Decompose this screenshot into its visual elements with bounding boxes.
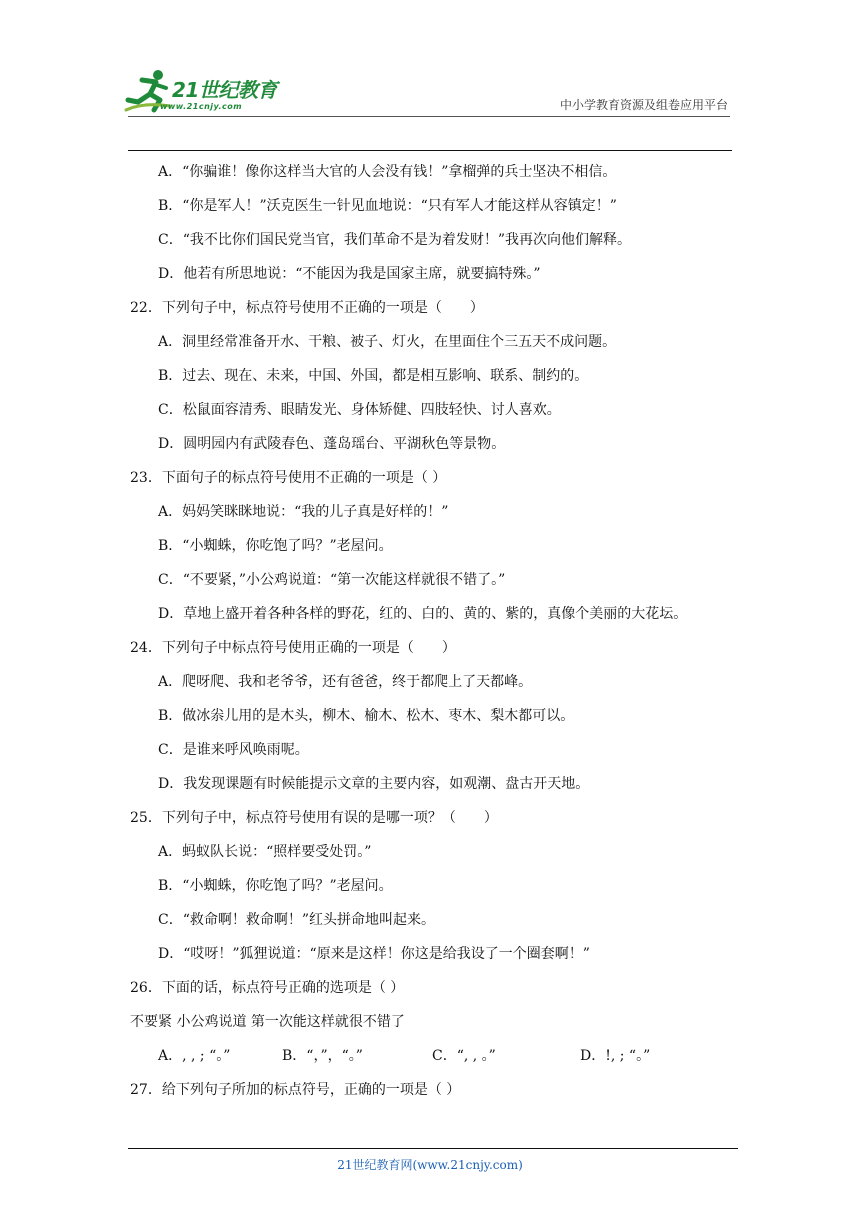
answer-option: B．“你是军人！”沃克医生一针见血地说：“只有军人才能这样从容镇定！” — [158, 198, 617, 214]
answer-option: A．洞里经常准备开水、干粮、被子、灯火，在里面住个三五天不成问题。 — [158, 334, 617, 350]
question-text: 24．下列句子中标点符号使用正确的一项是（ ） — [130, 640, 456, 656]
answer-option: D．草地上盛开着各种各样的野花，红的、白的、黄的、紫的，真像个美丽的大花坛。 — [158, 606, 688, 622]
answer-option: C．是谁来呼风唤雨呢。 — [158, 742, 309, 758]
header-divider — [128, 116, 730, 117]
question-text: 23．下面句子的标点符号使用不正确的一项是（ ） — [130, 470, 447, 486]
answer-option: A．“你骗谁！像你这样当大官的人会没有钱！”拿榴弹的兵士坚决不相信。 — [158, 164, 617, 180]
answer-option: A．妈妈笑眯眯地说：“我的儿子真是好样的！” — [158, 504, 449, 520]
platform-name: 中小学教育资源及组卷应用平台 — [559, 98, 728, 112]
choice-option: B．“，”，“。” — [282, 1048, 363, 1064]
q26-choices — [130, 1046, 740, 1080]
question-text: 25．下列句子中，标点符号使用有误的是哪一项？（ ） — [130, 810, 498, 826]
logo-url: www.21cnjy.com — [160, 102, 243, 111]
question-content — [130, 162, 740, 1114]
footer-link[interactable]: 21世纪教育网(www.21cnjy.com) — [337, 1158, 523, 1172]
choice-option: A．, , ; “。” — [158, 1048, 231, 1064]
choice-option: D．!, ; “。” — [580, 1048, 651, 1064]
answer-option: C．“不要紧，”小公鸡说道：“第一次能这样就很不错了。” — [158, 572, 506, 588]
logo-text: 21世纪教育 — [172, 78, 277, 102]
choice-option: C．“, , 。” — [432, 1048, 496, 1064]
answer-option: B．“小蜘蛛，你吃饱了吗？”老屋问。 — [158, 878, 393, 894]
answer-option: D．“哎呀！”狐狸说道：“原来是这样！你这是给我设了一个圈套啊！” — [158, 946, 590, 962]
header-rule — [128, 150, 732, 151]
answer-option: A．爬呀爬、我和老爷爷，还有爸爸，终于都爬上了天都峰。 — [158, 674, 533, 690]
answer-option: D．他若有所思地说：“不能因为我是国家主席，就要搞特殊。” — [158, 266, 541, 282]
answer-option: B．过去、现在、未来，中国、外国，都是相互影响、联系、制约的。 — [158, 368, 589, 384]
footer-divider — [128, 1148, 738, 1149]
question-text: 22．下列句子中，标点符号使用不正确的一项是（ ） — [130, 300, 484, 316]
answer-option: C．松鼠面容清秀、眼睛发光、身体矫健、四肢轻快、讨人喜欢。 — [158, 402, 561, 418]
question-text: 26．下面的话，标点符号正确的选项是（ ） — [130, 980, 405, 996]
answer-option: D．圆明园内有武陵春色、蓬岛瑶台、平湖秋色等景物。 — [158, 436, 506, 452]
question-text: 27．给下列句子所加的标点符号，正确的一项是（ ） — [130, 1082, 461, 1098]
answer-option: C．“我不比你们国民党当官，我们革命不是为着发财！”我再次向他们解释。 — [158, 232, 632, 248]
site-logo — [124, 66, 294, 116]
answer-option: D．我发现课题有时候能提示文章的主要内容，如观潮、盘古开天地。 — [158, 776, 590, 792]
answer-option: B．做冰尜儿用的是木头，柳木、榆木、松木、枣木、梨木都可以。 — [158, 708, 575, 724]
answer-option: C．“救命啊！救命啊！”红头拼命地叫起来。 — [158, 912, 436, 928]
answer-option: A．蚂蚁队长说：“照样要受处罚。” — [158, 844, 372, 860]
answer-option: B．“小蜘蛛，你吃饱了吗？”老屋问。 — [158, 538, 393, 554]
question-text: 不要紧 小公鸡说道 第一次能这样就很不错了 — [130, 1014, 405, 1030]
